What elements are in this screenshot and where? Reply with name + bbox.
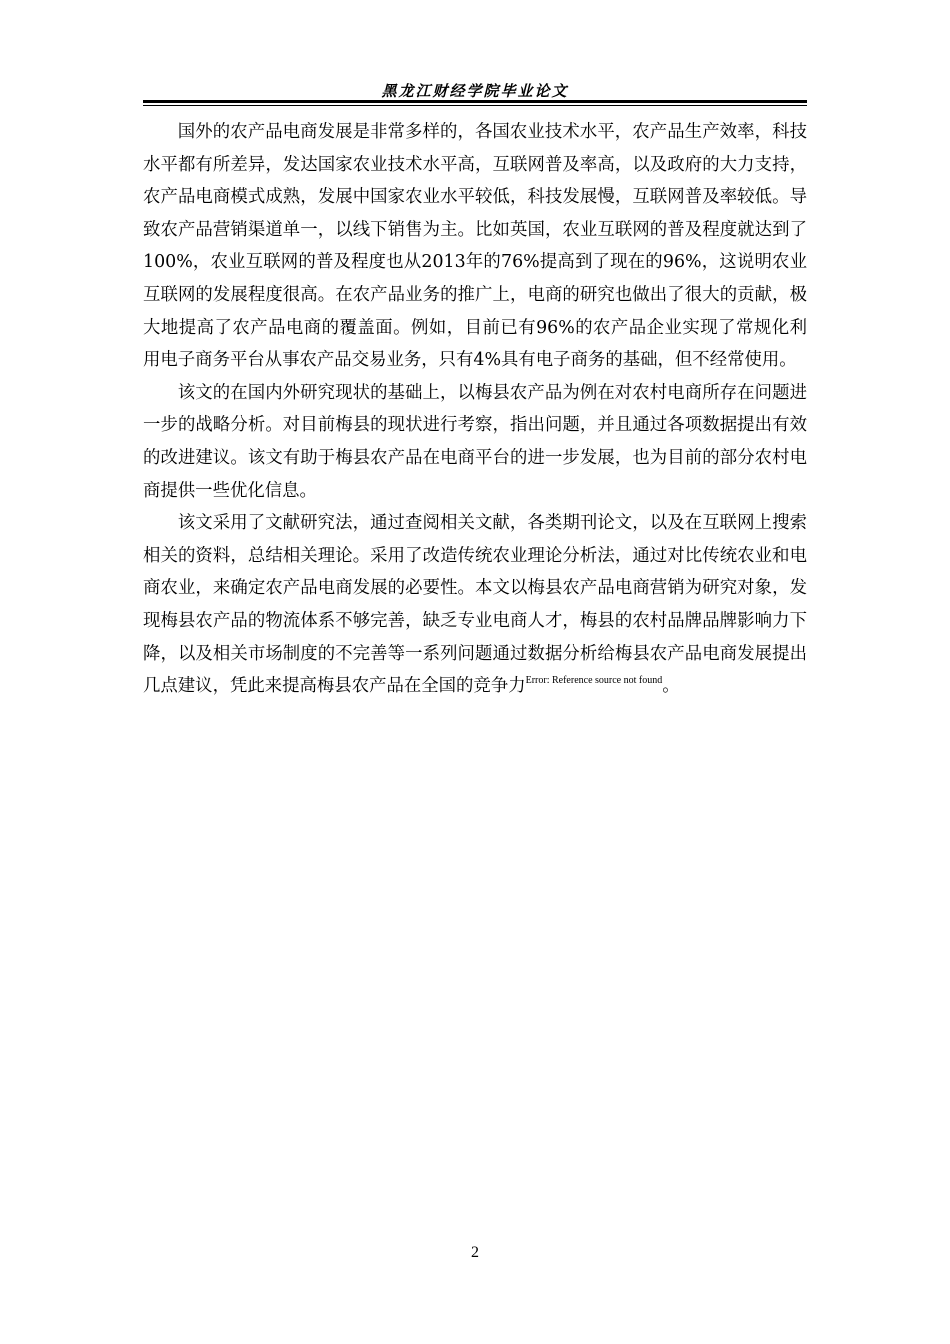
reference-error-superscript: Error: Reference source not found [525,675,663,687]
header-title: 黑龙江财经学院毕业论文 [381,82,569,100]
page-number: 2 [471,1244,479,1261]
paragraph-international-status [143,116,807,377]
paragraph-research-basis [143,377,807,507]
body-text [143,116,807,703]
page-header [143,76,807,106]
header-rule-thick [143,100,807,103]
paragraph-text: 该文采用了文献研究法，通过查阅相关文献，各类期刊论文，以及在互联网上搜索相关的资料，总结相关理论。采用了改造传统农业理论分析法，通过对比传统农业和电商农业，来确定农产品电商发展的必要性。本文以梅县农产品电商营销为研究对象，发现梅县农产品的物流体系不够完善，缺乏专业电商人才，梅县的农村品牌品牌影响力下降，以及相关市场制度的不完善等一系列问题通过数据分析给梅县农产品电商发展提出几点建议，凭此来提高梅县农产品在全国的竞争力 [143,513,807,697]
paragraph-text: 该文的在国内外研究现状的基础上，以梅县农产品为例在对农村电商所存在问题进一步的战略分析。对目前梅县的现状进行考察，指出问题，并且通过各项数据提出有效的改进建议。该文有助于梅县农产品在电商平台的进一步发展，也为目前的部分农村电商提供一些优化信息。 [143,382,807,501]
paragraph-text: 国外的农产品电商发展是非常多样的，各国农业技术水平，农产品生产效率，科技水平都有所差异，发达国家农业技术水平高，互联网普及率高，以及政府的大力支持，农产品电商模式成熟，发展中国家农业水平较低，科技发展慢，互联网普及率较低。导致农产品营销渠道单一，以线下销售为主。比如英国，农业互联网的普及程度就达到了100%，农业互联网的普及程度也从2013年的76%提高到了现在的96%，这说明农业互联网的发展程度很高。在农产品业务的推广上，电商的研究也做出了很大的贡献，极大地提高了农产品电商的覆盖面。例如，目前已有96%的农产品企业实现了常规化利用电子商务平台从事农产品交易业务，只有4%具有电子商务的基础，但不经常使用。 [143,122,807,371]
header-rule-thin [143,105,807,106]
paragraph-tail: 。 [662,676,680,697]
paragraph-research-methods [143,507,807,703]
